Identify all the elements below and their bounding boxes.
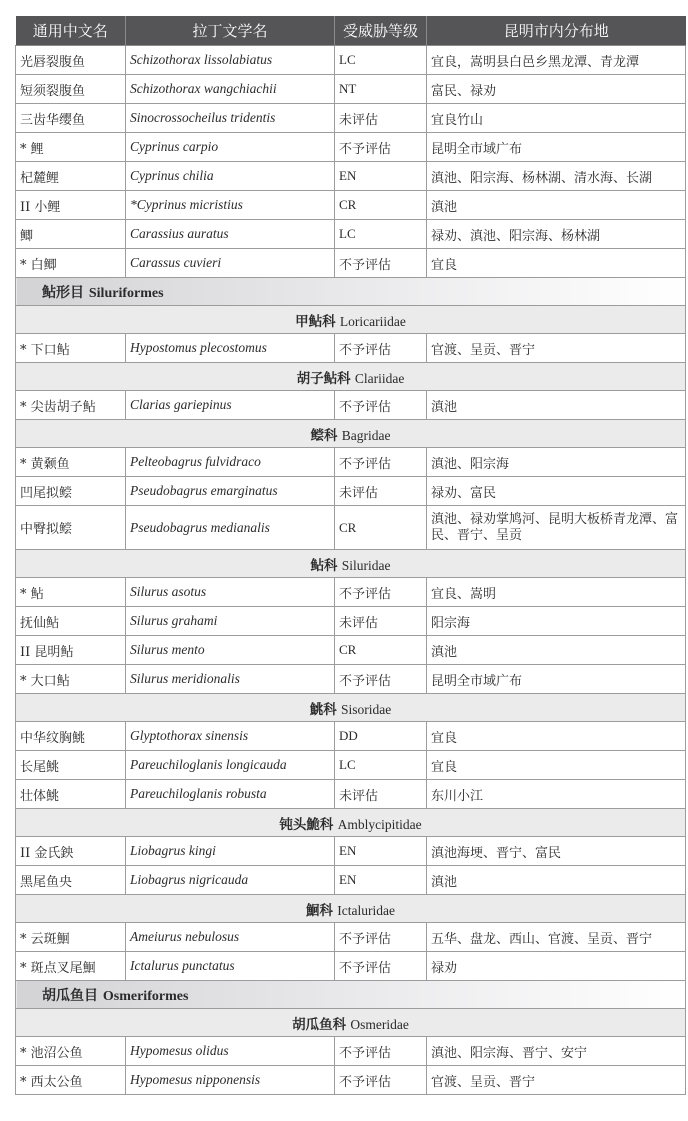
table-header — [16, 16, 686, 46]
table-body — [16, 46, 686, 1095]
species-row — [16, 636, 686, 665]
family-latin-name: Siluridae — [341, 557, 391, 573]
distribution-cell: 阳宗海 — [427, 607, 686, 636]
distribution-cell: 昆明全市域广布 — [427, 665, 686, 694]
species-row — [16, 162, 686, 191]
threat-level-cell: LC — [335, 220, 427, 249]
species-row — [16, 1037, 686, 1066]
latin-name-cell: Ameiurus nebulosus — [126, 923, 335, 952]
distribution-cell: 东川小江 — [427, 780, 686, 809]
family-header-cell — [16, 694, 686, 722]
distribution-cell: 昆明全市域广布 — [427, 133, 686, 162]
species-row — [16, 448, 686, 477]
distribution-cell: 宜良 — [427, 722, 686, 751]
species-row — [16, 477, 686, 506]
header-chinese-name: 通用中文名 — [16, 16, 126, 46]
species-row — [16, 952, 686, 981]
species-row — [16, 220, 686, 249]
threat-level-cell: 不予评估 — [335, 133, 427, 162]
distribution-cell: 富民、禄劝 — [427, 75, 686, 104]
distribution-cell: 官渡、呈贡、晋宁 — [427, 334, 686, 363]
species-row — [16, 837, 686, 866]
chinese-name-cell: 凹尾拟鲿 — [16, 477, 126, 506]
distribution-cell: 宜良竹山 — [427, 104, 686, 133]
chinese-name-cell: 黑尾鱼央 — [16, 866, 126, 895]
distribution-cell: 宜良，嵩明县白邑乡黑龙潭、青龙潭 — [427, 46, 686, 75]
distribution-cell: 滇池、阳宗海 — [427, 448, 686, 477]
species-row — [16, 506, 686, 550]
threat-level-cell: LC — [335, 46, 427, 75]
distribution-cell: 滇池 — [427, 636, 686, 665]
chinese-name-cell: 三齿华缨鱼 — [16, 104, 126, 133]
distribution-cell: 滇池 — [427, 191, 686, 220]
latin-name-cell: Pareuchiloglanis robusta — [126, 780, 335, 809]
threat-level-cell: CR — [335, 191, 427, 220]
latin-name-cell: Silurus meridionalis — [126, 665, 335, 694]
species-row — [16, 578, 686, 607]
species-row — [16, 923, 686, 952]
chinese-name-cell: 杞麓鲤 — [16, 162, 126, 191]
family-header-cell — [16, 363, 686, 391]
threat-level-cell: 不予评估 — [335, 578, 427, 607]
threat-level-cell: LC — [335, 751, 427, 780]
order-latin-name: Siluriformes — [88, 285, 164, 301]
distribution-cell: 滇池 — [427, 866, 686, 895]
family-chinese-name: 鮰科 — [305, 902, 333, 919]
species-row — [16, 391, 686, 420]
family-latin-name: Amblycipitidae — [337, 816, 422, 832]
species-table — [15, 16, 686, 1095]
family-chinese-name: 钝头鮠科 — [279, 816, 334, 833]
threat-level-cell: DD — [335, 722, 427, 751]
threat-level-cell: 不予评估 — [335, 391, 427, 420]
family-latin-name: Sisoridae — [341, 701, 392, 717]
chinese-name-cell: 中臀拟鲿 — [16, 506, 126, 550]
header-threat-level: 受威胁等级 — [335, 16, 427, 46]
latin-name-cell: Pelteobagrus fulvidraco — [126, 448, 335, 477]
chinese-name-cell: * 大口鲇 — [16, 665, 126, 694]
family-chinese-name: 鲿科 — [310, 427, 338, 444]
family-header-cell — [16, 306, 686, 334]
species-row — [16, 780, 686, 809]
chinese-name-cell: 短须裂腹鱼 — [16, 75, 126, 104]
latin-name-cell: Pseudobagrus emarginatus — [126, 477, 335, 506]
species-row — [16, 191, 686, 220]
threat-level-cell: 未评估 — [335, 104, 427, 133]
order-row — [16, 278, 686, 306]
family-row — [16, 809, 686, 837]
species-row — [16, 133, 686, 162]
latin-name-cell: Schizothorax wangchiachii — [126, 75, 335, 104]
species-row — [16, 104, 686, 133]
latin-name-cell: Liobagrus nigricauda — [126, 866, 335, 895]
chinese-name-cell: * 下口鲇 — [16, 334, 126, 363]
species-row — [16, 46, 686, 75]
threat-level-cell: EN — [335, 866, 427, 895]
threat-level-cell: 未评估 — [335, 607, 427, 636]
chinese-name-cell: * 云斑鮰 — [16, 923, 126, 952]
latin-name-cell: Schizothorax lissolabiatus — [126, 46, 335, 75]
order-header-cell — [16, 981, 686, 1009]
header-latin-name: 拉丁文学名 — [126, 16, 335, 46]
chinese-name-cell: 中华纹胸鮡 — [16, 722, 126, 751]
family-chinese-name: 鲇科 — [310, 557, 338, 574]
chinese-name-cell: * 黄颡鱼 — [16, 448, 126, 477]
latin-name-cell: Pseudobagrus medianalis — [126, 506, 335, 550]
family-header-cell — [16, 895, 686, 923]
chinese-name-cell: * 尖齿胡子鲇 — [16, 391, 126, 420]
latin-name-cell: Carassius auratus — [126, 220, 335, 249]
distribution-cell: 禄劝、滇池、阳宗海、杨林湖 — [427, 220, 686, 249]
latin-name-cell: Silurus grahami — [126, 607, 335, 636]
species-row — [16, 334, 686, 363]
order-chinese-name: 鲇形目 — [42, 284, 84, 301]
order-header-cell — [16, 278, 686, 306]
species-row — [16, 249, 686, 278]
header-distribution: 昆明市内分布地 — [427, 16, 686, 46]
chinese-name-cell: * 鲤 — [16, 133, 126, 162]
threat-level-cell: CR — [335, 506, 427, 550]
species-row — [16, 722, 686, 751]
family-row — [16, 363, 686, 391]
family-chinese-name: 胡瓜鱼科 — [292, 1016, 347, 1033]
distribution-cell: 滇池、阳宗海、晋宁、安宁 — [427, 1037, 686, 1066]
chinese-name-cell: * 池沼公鱼 — [16, 1037, 126, 1066]
chinese-name-cell: * 鲇 — [16, 578, 126, 607]
family-chinese-name: 鮡科 — [309, 701, 337, 718]
family-row — [16, 1009, 686, 1037]
species-row — [16, 1066, 686, 1095]
chinese-name-cell: 光唇裂腹鱼 — [16, 46, 126, 75]
distribution-cell: 滇池海埂、晋宁、富民 — [427, 837, 686, 866]
chinese-name-cell: * 西太公鱼 — [16, 1066, 126, 1095]
latin-name-cell: *Cyprinus micristius — [126, 191, 335, 220]
chinese-name-cell: 抚仙鲇 — [16, 607, 126, 636]
family-header-cell — [16, 809, 686, 837]
family-latin-name: Bagridae — [341, 427, 391, 443]
distribution-cell: 滇池、禄劝掌鸠河、昆明大板桥青龙潭、富民、晋宁、呈贡 — [427, 506, 686, 550]
family-header-cell — [16, 1009, 686, 1037]
latin-name-cell: Hypostomus plecostomus — [126, 334, 335, 363]
chinese-name-cell: * 斑点叉尾鮰 — [16, 952, 126, 981]
latin-name-cell: Silurus mento — [126, 636, 335, 665]
order-row — [16, 981, 686, 1009]
threat-level-cell: 不予评估 — [335, 952, 427, 981]
distribution-cell: 禄劝、富民 — [427, 477, 686, 506]
distribution-cell: 禄劝 — [427, 952, 686, 981]
threat-level-cell: 不予评估 — [335, 923, 427, 952]
chinese-name-cell: * 白鲫 — [16, 249, 126, 278]
distribution-cell: 官渡、呈贡、晋宁 — [427, 1066, 686, 1095]
family-chinese-name: 胡子鲇科 — [296, 370, 351, 387]
family-row — [16, 694, 686, 722]
distribution-cell: 滇池 — [427, 391, 686, 420]
threat-level-cell: 未评估 — [335, 477, 427, 506]
family-row — [16, 420, 686, 448]
chinese-name-cell: 壮体鮡 — [16, 780, 126, 809]
threat-level-cell: 不予评估 — [335, 1066, 427, 1095]
species-row — [16, 75, 686, 104]
threat-level-cell: 未评估 — [335, 780, 427, 809]
threat-level-cell: EN — [335, 837, 427, 866]
latin-name-cell: Sinocrossocheilus tridentis — [126, 104, 335, 133]
family-header-cell — [16, 420, 686, 448]
family-latin-name: Clariidae — [354, 370, 405, 386]
species-row — [16, 665, 686, 694]
latin-name-cell: Carassus cuvieri — [126, 249, 335, 278]
chinese-name-cell: II 金氏鉠 — [16, 837, 126, 866]
distribution-cell: 五华、盘龙、西山、官渡、呈贡、晋宁 — [427, 923, 686, 952]
family-row — [16, 895, 686, 923]
threat-level-cell: 不予评估 — [335, 334, 427, 363]
family-chinese-name: 甲鲇科 — [295, 313, 336, 330]
threat-level-cell: 不予评估 — [335, 1037, 427, 1066]
latin-name-cell: Hypomesus nipponensis — [126, 1066, 335, 1095]
latin-name-cell: Pareuchiloglanis longicauda — [126, 751, 335, 780]
family-latin-name: Loricariidae — [339, 313, 406, 329]
family-row — [16, 306, 686, 334]
distribution-cell: 宜良 — [427, 751, 686, 780]
species-row — [16, 751, 686, 780]
species-row — [16, 866, 686, 895]
family-header-cell — [16, 550, 686, 578]
latin-name-cell: Glyptothorax sinensis — [126, 722, 335, 751]
latin-name-cell: Cyprinus chilia — [126, 162, 335, 191]
family-latin-name: Ictaluridae — [337, 902, 395, 918]
threat-level-cell: EN — [335, 162, 427, 191]
family-latin-name: Osmeridae — [350, 1016, 409, 1032]
threat-level-cell: 不予评估 — [335, 249, 427, 278]
species-row — [16, 607, 686, 636]
latin-name-cell: Ictalurus punctatus — [126, 952, 335, 981]
distribution-cell: 滇池、阳宗海、杨林湖、清水海、长湖 — [427, 162, 686, 191]
latin-name-cell: Clarias gariepinus — [126, 391, 335, 420]
chinese-name-cell: II 小鲤 — [16, 191, 126, 220]
chinese-name-cell: 长尾鮡 — [16, 751, 126, 780]
distribution-cell: 宜良、嵩明 — [427, 578, 686, 607]
distribution-cell: 宜良 — [427, 249, 686, 278]
order-latin-name: Osmeriformes — [102, 988, 189, 1004]
latin-name-cell: Hypomesus olidus — [126, 1037, 335, 1066]
threat-level-cell: NT — [335, 75, 427, 104]
family-row — [16, 550, 686, 578]
threat-level-cell: 不予评估 — [335, 448, 427, 477]
threat-level-cell: CR — [335, 636, 427, 665]
chinese-name-cell: II 昆明鲇 — [16, 636, 126, 665]
header-row — [16, 16, 686, 46]
threat-level-cell: 不予评估 — [335, 665, 427, 694]
latin-name-cell: Liobagrus kingi — [126, 837, 335, 866]
order-chinese-name: 胡瓜鱼目 — [42, 987, 98, 1004]
chinese-name-cell: 鲫 — [16, 220, 126, 249]
latin-name-cell: Cyprinus carpio — [126, 133, 335, 162]
latin-name-cell: Silurus asotus — [126, 578, 335, 607]
